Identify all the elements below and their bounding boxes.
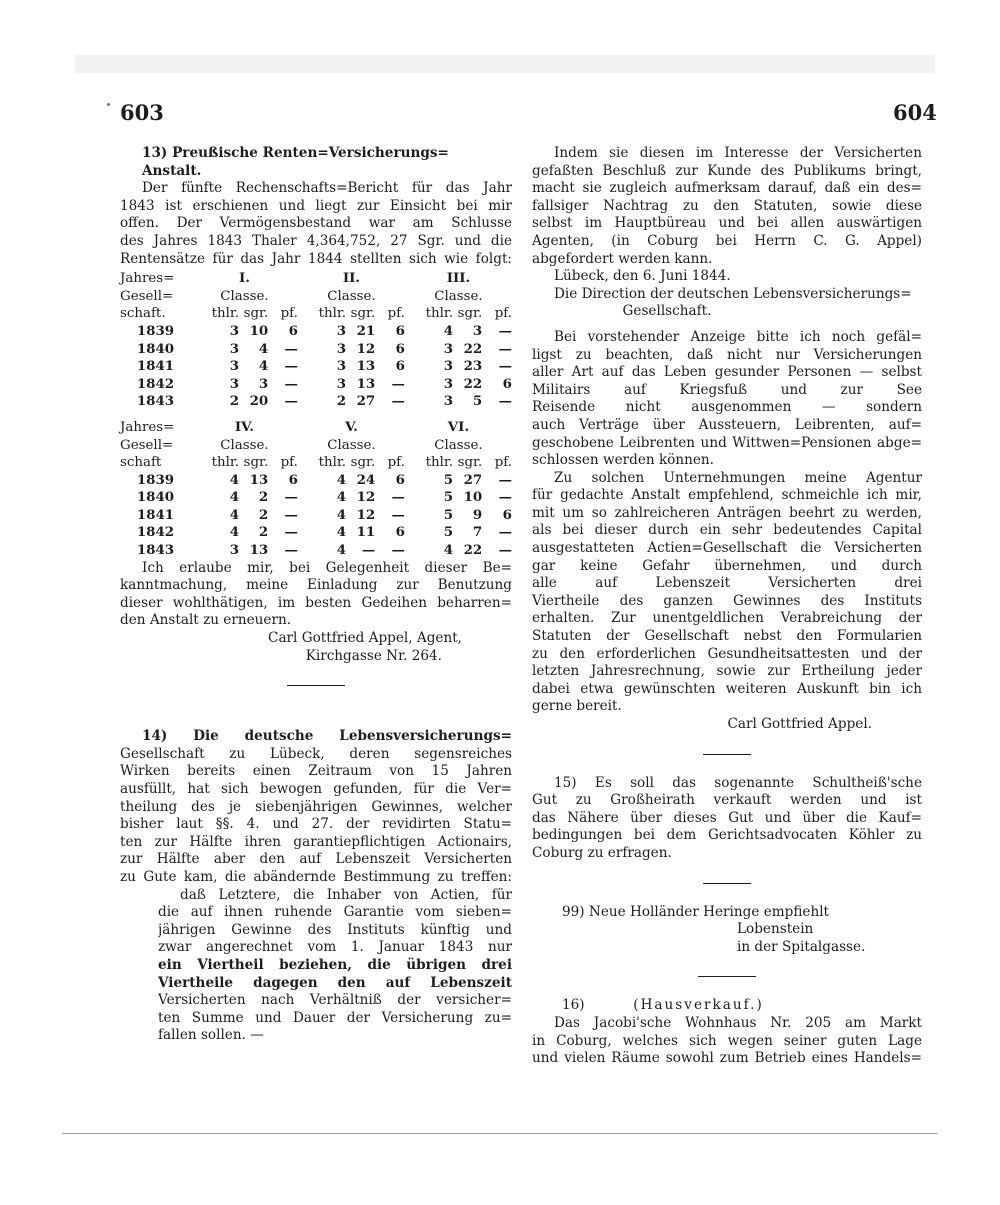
advertiser-address: in der Spitalgasse. bbox=[737, 938, 866, 955]
text-line: gerne bereit. bbox=[532, 698, 622, 715]
unit-label: thlr. bbox=[211, 455, 240, 471]
value-cell: 22 bbox=[463, 340, 483, 357]
text-line: Bei vorstehender Anzeige bitte ich noch gefäl= bbox=[554, 328, 922, 345]
value-cell: 27 bbox=[463, 471, 483, 488]
value-cell: 7 bbox=[472, 524, 483, 541]
value-cell: 6 bbox=[395, 471, 405, 488]
table-header: Jahres= bbox=[120, 419, 175, 435]
text-line: und vielen Räume sowohl zum Betrieb eines Handels= bbox=[532, 1050, 922, 1067]
value-cell: 6 bbox=[288, 471, 298, 488]
value-cell: 4 bbox=[258, 340, 269, 357]
table-header: schaft. bbox=[120, 306, 166, 322]
text-line: Zu solchen Unternehmungen meine Agentur bbox=[554, 469, 922, 486]
value-cell: 24 bbox=[356, 471, 376, 488]
section-16-number: 16) bbox=[562, 997, 585, 1014]
value-cell: — bbox=[284, 393, 298, 410]
value-cell: 6 bbox=[395, 322, 405, 339]
value-cell: 4 bbox=[443, 542, 454, 559]
text-line: auch Verträge über Aussteuern, Leibrenten, auf= bbox=[532, 416, 922, 433]
value-cell: 9 bbox=[472, 506, 483, 523]
class-label: Classe. bbox=[327, 437, 376, 453]
value-cell: — bbox=[284, 358, 298, 375]
advertiser-name: Lobenstein bbox=[737, 921, 814, 938]
text-line: ten Summe und Dauer der Versicherung zu= bbox=[158, 1009, 512, 1026]
value-cell: 3 bbox=[472, 322, 483, 339]
signature-line: Carl Gottfried Appel, Agent, bbox=[268, 630, 462, 647]
text-line: Wirken bereits einen Zeitraum von 15 Jahren bbox=[120, 763, 512, 780]
value-cell: 4 bbox=[229, 489, 240, 506]
year-cell: 1839 bbox=[136, 471, 175, 488]
signature-address: Kirchgasse Nr. 264. bbox=[305, 647, 442, 664]
class-roman: IV. bbox=[234, 418, 254, 435]
table-row bbox=[120, 376, 512, 394]
value-cell: — bbox=[498, 471, 512, 488]
text-line: Das Jacobi'sche Wohnhaus Nr. 205 am Markt bbox=[554, 1014, 922, 1031]
value-cell: 3 bbox=[229, 542, 240, 559]
year-cell: 1841 bbox=[136, 358, 175, 375]
value-cell: — bbox=[284, 524, 298, 541]
text-line: ten zur Hälfte ihren garantiepflichtigen Actionairs, bbox=[120, 833, 512, 850]
text-line: ein Viertheil beziehen, die übrigen drei bbox=[158, 956, 512, 973]
text-line: 1843 ist erschienen und liegt zur Einsicht bei mir bbox=[120, 197, 512, 214]
table-row bbox=[120, 393, 512, 411]
year-cell: 1839 bbox=[136, 322, 175, 339]
text-line: das Nähere über dieses Gut und über die Kauf= bbox=[532, 809, 922, 826]
section-99-line: 99) Neue Holländer Heringe empfiehlt bbox=[562, 903, 830, 920]
text-line: Viertheile dagegen den auf Lebenszeit bbox=[158, 974, 512, 991]
text-line: Viertheile des ganzen Gewinnes des Instituts bbox=[532, 592, 922, 609]
table-row bbox=[120, 323, 512, 341]
value-cell: 2 bbox=[229, 393, 240, 410]
class-label: Classe. bbox=[434, 288, 483, 304]
text-line: Der fünfte Rechenschafts=Bericht für das Jahr bbox=[142, 180, 512, 197]
table-row bbox=[120, 472, 512, 490]
text-line: theilung des je siebenjährigen Gewinnes, welcher bbox=[120, 798, 512, 815]
text-line: fallen sollen. — bbox=[158, 1027, 264, 1044]
value-cell: 6 bbox=[395, 358, 405, 375]
text-line: zur Hälfte aber den auf Lebenszeit Versicherten bbox=[120, 851, 512, 868]
date-line: Lübeck, den 6. Juni 1844. bbox=[554, 268, 731, 285]
text-line: ausfüllt, hat sich bewogen gefunden, für die Ver= bbox=[120, 781, 512, 797]
text-line: Indem sie diesen im Interesse der Versicherten bbox=[554, 145, 922, 161]
text-line: daß Letztere, die Inhaber von Actien, für bbox=[180, 886, 512, 903]
value-cell: 22 bbox=[463, 375, 483, 392]
text-line: als bei dieser durch ein sehr bedeutendes Capital bbox=[532, 522, 922, 539]
table-row bbox=[120, 542, 512, 560]
value-cell: 3 bbox=[336, 358, 347, 375]
rent-table-2 bbox=[120, 419, 512, 560]
ink-speck bbox=[107, 103, 110, 106]
value-cell: 2 bbox=[258, 524, 269, 541]
value-cell: — bbox=[498, 524, 512, 541]
value-cell: 3 bbox=[336, 322, 347, 339]
text-line: Gut zu Großheirath verkauft werden und ist bbox=[532, 792, 922, 809]
text-line: alle auf Lebenszeit Versicherten drei bbox=[532, 575, 922, 592]
unit-label: sgr. bbox=[457, 306, 483, 322]
section-16-title: (Hausverkauf.) bbox=[633, 997, 764, 1014]
value-cell: 13 bbox=[356, 375, 376, 392]
value-cell: 11 bbox=[356, 524, 376, 541]
value-cell: 5 bbox=[443, 489, 454, 506]
unit-label: sgr. bbox=[457, 455, 483, 471]
value-cell: 12 bbox=[356, 489, 376, 506]
unit-label: thlr. bbox=[425, 306, 454, 322]
class-label: Classe. bbox=[220, 288, 269, 304]
value-cell: 2 bbox=[258, 506, 269, 523]
value-cell: 6 bbox=[395, 340, 405, 357]
text-line: für gedachte Anstalt empfehlend, schmeichle ich mir, bbox=[532, 487, 922, 504]
value-cell: 13 bbox=[356, 358, 376, 375]
text-line: letzten Jahresrechnung, sowie zur Ertheilung jeder bbox=[532, 663, 922, 680]
value-cell: 2 bbox=[336, 393, 347, 410]
table-row bbox=[120, 489, 512, 507]
text-line: zu Gute kam, die abändernde Bestimmung zu treffen: bbox=[120, 868, 512, 885]
table-header: Gesell= bbox=[120, 437, 174, 453]
value-cell: 4 bbox=[443, 322, 454, 339]
text-line: jährigen Gewinne des Instituts künftig und bbox=[158, 921, 512, 938]
table-row bbox=[120, 524, 512, 542]
right-column bbox=[532, 145, 922, 1068]
value-cell: 5 bbox=[443, 524, 454, 541]
text-line: gefaßten Beschluß zur Kunde des Publikums bringt, bbox=[532, 162, 922, 179]
class-label: Classe. bbox=[434, 437, 483, 453]
text-line: zwar angerechnet vom 1. Januar 1843 nur bbox=[158, 939, 512, 956]
section-13-heading: 13) Preußische Renten=Versicherungs= bbox=[142, 145, 449, 161]
value-cell: 10 bbox=[463, 489, 483, 506]
class-roman: V. bbox=[345, 418, 358, 435]
value-cell: 3 bbox=[229, 375, 240, 392]
unit-label: thlr. bbox=[318, 306, 347, 322]
value-cell: — bbox=[391, 542, 405, 559]
value-cell: 4 bbox=[336, 489, 347, 506]
year-cell: 1842 bbox=[136, 524, 175, 541]
text-line: selbst im Hauptbüreau und bei allen auswärtigen bbox=[532, 215, 922, 232]
value-cell: 3 bbox=[229, 322, 240, 339]
value-cell: 3 bbox=[336, 375, 347, 392]
text-line: Versicherten nach Verhältniß der versicher= bbox=[158, 992, 512, 1009]
signature-line: Carl Gottfried Appel. bbox=[727, 716, 872, 732]
text-line: kanntmachung, meine Einladung zur Benutzung bbox=[120, 577, 512, 594]
value-cell: — bbox=[498, 542, 512, 559]
unit-label: pf. bbox=[494, 306, 512, 322]
unit-label: sgr. bbox=[350, 306, 376, 322]
value-cell: 12 bbox=[356, 506, 376, 523]
value-cell: 3 bbox=[229, 358, 240, 375]
table-row bbox=[120, 341, 512, 359]
text-line: ligst zu beachten, daß nicht nur Versicherungen bbox=[532, 346, 922, 363]
class-roman: II. bbox=[342, 270, 361, 287]
value-cell: 4 bbox=[336, 471, 347, 488]
text-line: in Coburg, welches sich wegen seiner guten Lage bbox=[532, 1032, 922, 1049]
text-line: bisher laut §§. 4. und 27. der revidirten Statu= bbox=[120, 816, 512, 833]
value-cell: 4 bbox=[229, 524, 240, 541]
year-cell: 1841 bbox=[136, 506, 175, 523]
value-cell: 4 bbox=[336, 542, 347, 559]
text-line: aller Art auf das Leben gesunder Personen — selbst bbox=[532, 364, 922, 381]
text-line: Gesellschaft zu Lübeck, deren segensreiches bbox=[120, 745, 512, 762]
text-line: zu den erforderlichen Gesundheitsattesten und der bbox=[532, 645, 922, 662]
quoted-resolution bbox=[120, 887, 512, 1045]
value-cell: — bbox=[284, 542, 298, 559]
text-line: abgefordert werden kann. bbox=[532, 250, 713, 267]
value-cell: 3 bbox=[336, 340, 347, 357]
class-label: Classe. bbox=[220, 437, 269, 453]
value-cell: 12 bbox=[356, 340, 376, 357]
unit-label: pf. bbox=[387, 455, 405, 471]
left-column bbox=[120, 145, 512, 1045]
text-line: fallsiger Nachtrag zu den Statuten, sowie diese bbox=[532, 197, 922, 214]
text-line: ausgestatteten Actien=Gesellschaft die Versicherten bbox=[532, 540, 922, 557]
value-cell: 3 bbox=[229, 340, 240, 357]
text-line: Statuten der Gesellschaft nebst den Formularien bbox=[532, 628, 922, 645]
value-cell: — bbox=[391, 375, 405, 392]
value-cell: — bbox=[284, 340, 298, 357]
unit-label: sgr. bbox=[243, 306, 269, 322]
year-cell: 1843 bbox=[136, 393, 175, 410]
value-cell: — bbox=[361, 542, 376, 559]
value-cell: 3 bbox=[443, 340, 454, 357]
section-13-heading-cont: Anstalt. bbox=[142, 162, 202, 179]
value-cell: 3 bbox=[443, 358, 454, 375]
section-divider bbox=[703, 883, 751, 884]
unit-label: pf. bbox=[387, 306, 405, 322]
value-cell: 4 bbox=[229, 471, 240, 488]
year-cell: 1843 bbox=[136, 542, 175, 559]
section-divider bbox=[287, 685, 345, 686]
value-cell: — bbox=[498, 393, 512, 410]
section-divider bbox=[703, 754, 751, 755]
class-roman: I. bbox=[238, 270, 250, 287]
value-cell: 13 bbox=[249, 471, 269, 488]
value-cell: 4 bbox=[258, 358, 269, 375]
value-cell: 2 bbox=[258, 489, 269, 506]
text-line: Coburg zu erfragen. bbox=[532, 844, 672, 861]
text-line: dabei etwa gewünschten weiteren Auskunft bin ich bbox=[532, 680, 922, 697]
text-line: gar keine Gefahr übernehmen, und durch bbox=[532, 557, 922, 574]
table-header: Jahres= bbox=[120, 271, 175, 287]
text-line: macht sie zugleich aufmerksam darauf, daß ein des= bbox=[532, 180, 922, 197]
page-number-left: 603 bbox=[120, 100, 164, 125]
value-cell: 6 bbox=[502, 506, 512, 523]
unit-label: thlr. bbox=[318, 455, 347, 471]
value-cell: — bbox=[391, 506, 405, 523]
value-cell: — bbox=[498, 358, 512, 375]
text-line: erhalten. Zur unentgeldlichen Verabreichung der bbox=[532, 610, 922, 627]
text-line: Militairs auf Kriegsfuß und zur See bbox=[532, 381, 922, 398]
section-15-line: 15) Es soll das sogenannte Schultheiß'sche bbox=[554, 774, 922, 791]
value-cell: 5 bbox=[443, 471, 454, 488]
text-line: Rentensätze für das Jahr 1844 stellten sich wie folgt: bbox=[120, 250, 512, 267]
section-16-heading bbox=[532, 997, 922, 1015]
value-cell: 6 bbox=[395, 524, 405, 541]
class-label: Classe. bbox=[327, 288, 376, 304]
scan-shadow-band bbox=[75, 55, 935, 73]
unit-label: pf. bbox=[494, 455, 512, 471]
table-header: schaft bbox=[120, 455, 162, 471]
text-line: schlossen werden können. bbox=[532, 452, 715, 469]
value-cell: 5 bbox=[472, 393, 483, 410]
section-14-heading: 14) Die deutsche Lebensversicherungs= bbox=[142, 728, 512, 745]
rent-table-1 bbox=[120, 270, 512, 411]
table-header: Gesell= bbox=[120, 288, 174, 304]
value-cell: — bbox=[284, 489, 298, 506]
signature-line: Die Direction der deutschen Lebensversicherungs= bbox=[554, 285, 912, 302]
value-cell: 3 bbox=[443, 393, 454, 410]
value-cell: — bbox=[284, 375, 298, 392]
text-line: geschobene Leibrenten und Wittwen=Pensionen abge= bbox=[532, 434, 922, 451]
text-line: Agenten, (in Coburg bei Herrn C. G. Appel) bbox=[532, 232, 922, 249]
value-cell: 3 bbox=[258, 375, 269, 392]
section-divider bbox=[698, 976, 756, 977]
value-cell: 6 bbox=[288, 322, 298, 339]
text-line: dieser wohlthätigen, im besten Gedeihen beharren= bbox=[120, 594, 512, 611]
text-line: Reisende nicht ausgenommen — sondern bbox=[532, 399, 922, 416]
value-cell: 3 bbox=[443, 375, 454, 392]
text-line: offen. Der Vermögensbestand war am Schlusse bbox=[120, 215, 512, 232]
value-cell: — bbox=[391, 393, 405, 410]
value-cell: 5 bbox=[443, 506, 454, 523]
value-cell: 6 bbox=[502, 375, 512, 392]
value-cell: — bbox=[498, 322, 512, 339]
class-roman: VI. bbox=[447, 418, 470, 435]
text-line: mit um so zahlreicheren Anträgen beehrt zu werden, bbox=[532, 504, 922, 521]
value-cell: 27 bbox=[356, 393, 376, 410]
year-cell: 1840 bbox=[136, 340, 175, 357]
unit-label: sgr. bbox=[243, 455, 269, 471]
value-cell: 21 bbox=[356, 322, 376, 339]
value-cell: — bbox=[498, 489, 512, 506]
unit-label: sgr. bbox=[350, 455, 376, 471]
year-cell: 1840 bbox=[136, 489, 175, 506]
value-cell: — bbox=[498, 340, 512, 357]
unit-label: pf. bbox=[280, 455, 298, 471]
table-row bbox=[120, 507, 512, 525]
text-line: des Jahres 1843 Thaler 4,364,752, 27 Sgr. und die bbox=[120, 232, 512, 249]
value-cell: 4 bbox=[336, 524, 347, 541]
text-line: die auf ihnen ruhende Garantie vom sieben= bbox=[158, 904, 512, 921]
unit-label: pf. bbox=[280, 306, 298, 322]
text-line: bedingungen bei dem Gerichtsadvocaten Köhler zu bbox=[532, 827, 922, 844]
value-cell: 20 bbox=[249, 393, 269, 410]
value-cell: 13 bbox=[249, 542, 269, 559]
page-bottom-edge bbox=[62, 1133, 937, 1134]
unit-label: thlr. bbox=[211, 306, 240, 322]
value-cell: 4 bbox=[229, 506, 240, 523]
value-cell: — bbox=[391, 489, 405, 506]
table-row bbox=[120, 358, 512, 376]
value-cell: 4 bbox=[336, 506, 347, 523]
page-number-right: 604 bbox=[893, 100, 937, 125]
value-cell: — bbox=[284, 506, 298, 523]
text-line: Ich erlaube mir, bei Gelegenheit dieser Be= bbox=[142, 559, 512, 576]
value-cell: 10 bbox=[249, 322, 269, 339]
class-roman: III. bbox=[446, 270, 471, 287]
year-cell: 1842 bbox=[136, 375, 175, 392]
unit-label: thlr. bbox=[425, 455, 454, 471]
value-cell: 23 bbox=[463, 358, 483, 375]
text-line: den Anstalt zu erneuern. bbox=[120, 612, 292, 629]
value-cell: 22 bbox=[463, 542, 483, 559]
signature-line: Gesellschaft. bbox=[622, 303, 712, 320]
